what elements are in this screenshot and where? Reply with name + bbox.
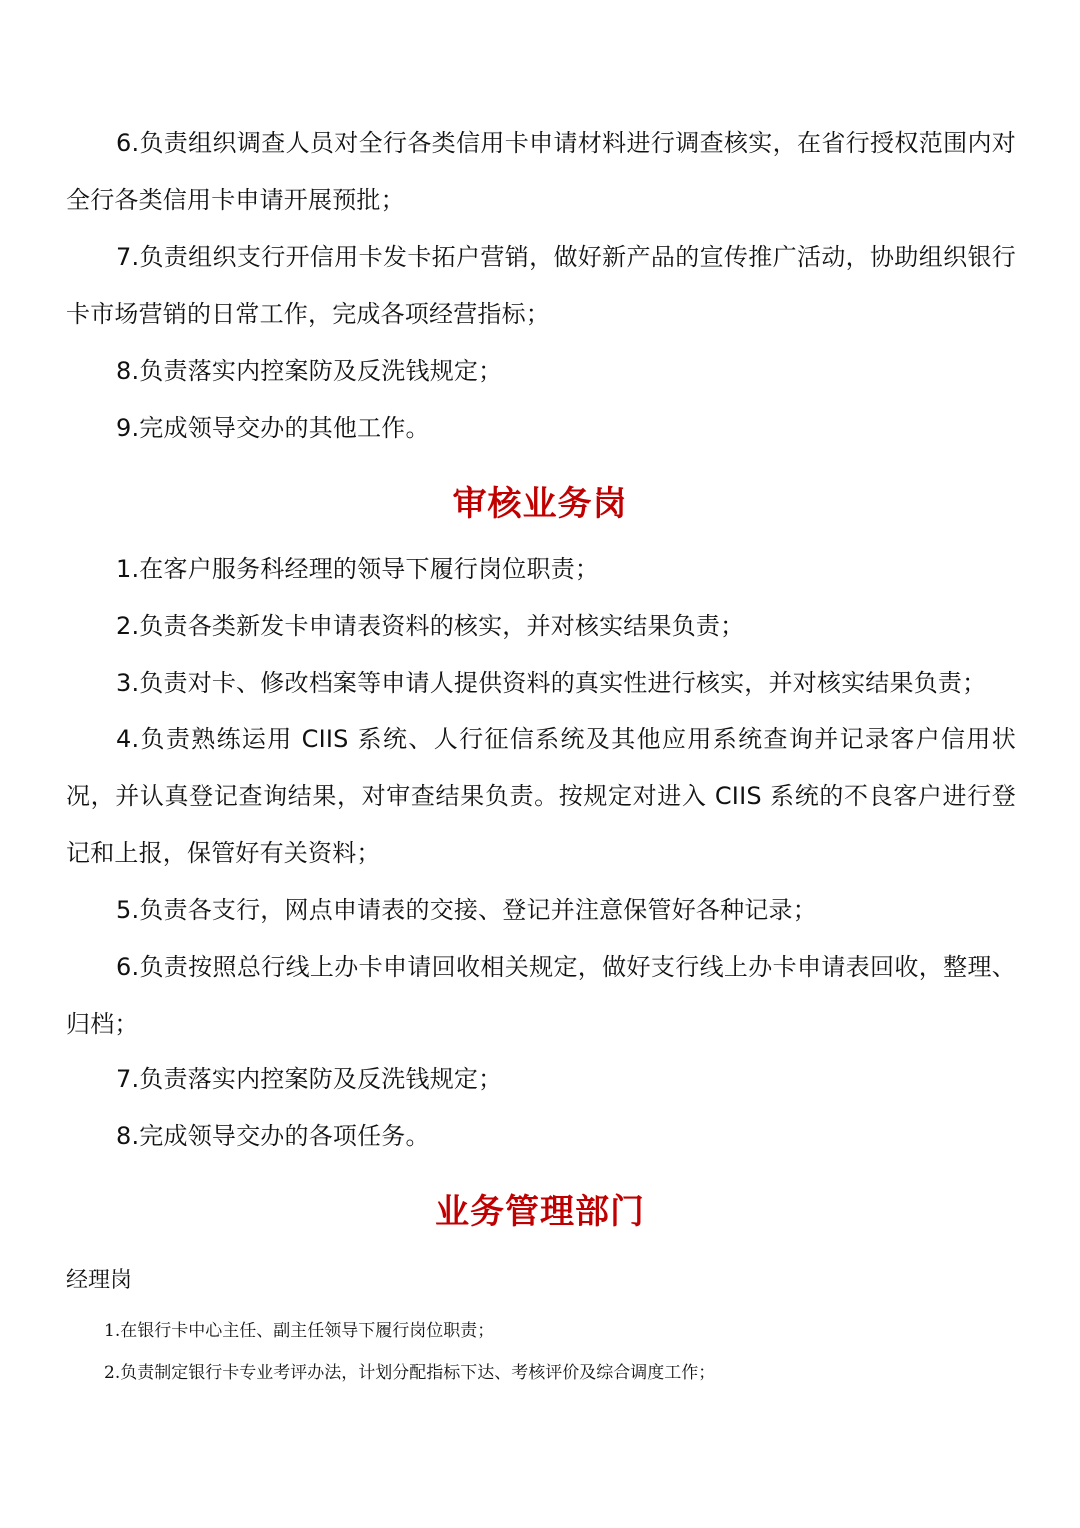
duty-paragraph-8: 8.负责落实内控案防及反洗钱规定；	[116, 357, 503, 385]
section-heading-management: 业务管理部门	[435, 1192, 645, 1232]
review-paragraph-5: 5.负责各支行，网点申请表的交接、登记并注意保管好各种记录；	[116, 896, 817, 924]
mgmt-paragraph-2: 2.负责制定银行卡专业考评办法，计划分配指标下达、考核评价及综合调度工作；	[104, 1363, 716, 1383]
review-paragraph-1: 1.在客户服务科经理的领导下履行岗位职责；	[116, 555, 600, 583]
mgmt-paragraph-1: 1.在银行卡中心主任、副主任领导下履行岗位职责；	[104, 1321, 495, 1341]
duty-paragraph-7: 7.负责组织支行开信用卡发卡拓户营销，做好新产品的宣传推广活动，协助组织银行卡市场营销的日常工作，完成各项经营指标；	[66, 243, 1016, 328]
review-paragraph-7: 7.负责落实内控案防及反洗钱规定；	[116, 1065, 503, 1093]
review-paragraph-6: 6.负责按照总行线上办卡申请回收相关规定，做好支行线上办卡申请表回收，整理、归档；	[66, 953, 1016, 1038]
review-paragraph-2: 2.负责各类新发卡申请表资料的核实，并对核实结果负责；	[116, 612, 745, 640]
sub-title-manager: 经理岗	[66, 1268, 133, 1293]
review-paragraph-8: 8.完成领导交办的各项任务。	[116, 1122, 430, 1150]
section-heading-review: 审核业务岗	[452, 484, 628, 524]
duty-paragraph-6: 6.负责组织调查人员对全行各类信用卡申请材料进行调查核实，在省行授权范围内对全行各类信用卡申请开展预批；	[66, 129, 1016, 214]
review-paragraph-4: 4.负责熟练运用 CIIS 系统、人行征信系统及其他应用系统查询并记录客户信用状况，并认真登记查询结果，对审查结果负责。按规定对进入 CIIS 系统的不良客户进行登记和上报，保管好有关资料；	[66, 725, 1016, 867]
duty-paragraph-9: 9.完成领导交办的其他工作。	[116, 414, 430, 442]
review-paragraph-3: 3.负责对卡、修改档案等申请人提供资料的真实性进行核实，并对核实结果负责；	[116, 669, 987, 697]
